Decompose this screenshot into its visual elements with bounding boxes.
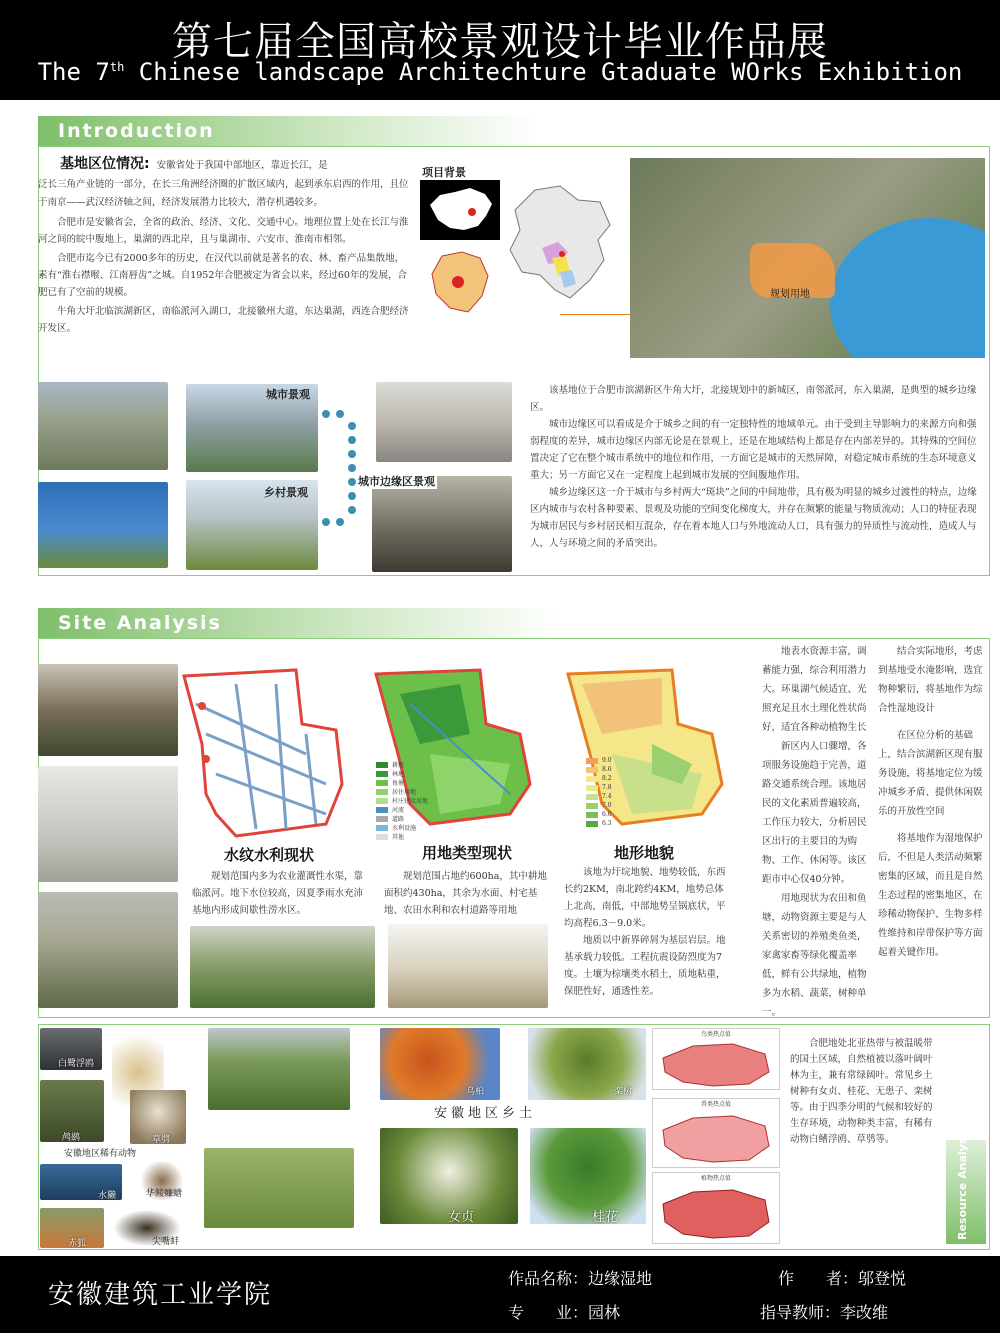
animal-photo-6: 赤狐 bbox=[40, 1208, 104, 1248]
reed-photo bbox=[388, 924, 548, 1008]
terrain-title: 地形地貌 bbox=[614, 844, 675, 862]
edge-text: 该基地位于合肥市滨湖新区牛角大圩，北接规划中的新城区，南邻派河，东入巢湖，是典型的城乡边缘区。 城市边缘区可以看成是介于城乡之间的有一定独特性的地域单元。由于受到主导影响力的来源方向和强弱程度的差异，城市边缘区内部无论是在景观上，还是在地域结构上都是存在内部差异的。其特殊的空间位置决定了它在整个城市系统中的地位和作用，一方面它是城市的天然屏障，对稳定城市系统的生态环境意义重大；另一方面它又在一定程度上起到城市发展的空间腹地作用。 城乡边缘区这一介于城市与乡村两大“斑块”之间的中间地带，具有极为明显的城乡过渡性的特点，边缘区内城市与农村各种要素、景观及功能的空间变化梯度大，并存在频繁的能量与物质流动；人口的特征表现为城市居民与乡村居民相互混杂，存在着本地人口与外地流动人口，具有强力的异质性与流动性，造成人与人，人与环境之间的矛盾突出。 bbox=[530, 385, 977, 549]
birds-photo bbox=[208, 1028, 350, 1110]
plant-photo-3: 桂花 bbox=[530, 1128, 646, 1224]
animal-photo-7: 尖嘴蚌 bbox=[114, 1210, 180, 1246]
work-info: 作品名称：边缘湿地 bbox=[508, 1269, 653, 1288]
edge-label: 城市边缘区景观 bbox=[358, 475, 435, 488]
analysis-col-1: 地表水资源丰富，调蓄能力强，综合利用潜力大。环巢湖气候适宜、光照充足且水土理化性状尚好，适宜各种动植物生长 新区内人口骤增，各项服务设施趋于完善，道路交通系统合理。该地居民的文化素质普遍较高，工作压力较大，分析居民区出行的主要目的为购物、工作、休闲等。该区距市中心仅40分钟。 用地现状为农田和鱼塘，动物资源主要是与人关系密切的养殖类鱼类，家禽家畜等绿化覆盖率低，鲜有公共绿地，植物多为水稻、蔬菜，树种单一。 bbox=[762, 646, 867, 1018]
water-title: 水纹水利现状 bbox=[224, 846, 315, 864]
water-photo-1 bbox=[38, 664, 178, 756]
site-bar: Site Analysis bbox=[38, 608, 558, 638]
author-info: 作 者：邬登悦 bbox=[778, 1269, 907, 1288]
china-map bbox=[420, 180, 500, 240]
school-name: 安徽建筑工业学院 bbox=[48, 1280, 273, 1310]
mammal-hotspot-map: 兽类热点值 bbox=[652, 1098, 780, 1168]
terrain-legend: 9.0 8.6 8.2 7.8 7.4 7.0 6.6 6.3 bbox=[586, 756, 626, 828]
rural-photo-1 bbox=[38, 482, 168, 568]
city-photo-1 bbox=[38, 382, 168, 470]
dotted-connector bbox=[320, 410, 380, 550]
edge-photo-1 bbox=[376, 382, 512, 462]
anhui-map bbox=[422, 248, 502, 318]
water-photo-2 bbox=[38, 766, 178, 882]
plant-hotspot-map: 植物热点值 bbox=[652, 1172, 780, 1244]
satellite-image bbox=[630, 158, 985, 358]
resource-text: 合肥地处北亚热带与被温暖带的国土区域，自然植被以落叶阔叶林为主，兼有常绿阔叶。常见乡土树种有女贞、桂花、无患子、栾树等。由于四季分明的气候和较好的生存环境，动物种类丰富，有稀有动物白鳍浮鸥、草鸮等。 bbox=[790, 1038, 933, 1145]
animal-photo-2: 鸬鹚 bbox=[40, 1080, 104, 1142]
plant-photo-0: 乌桕 bbox=[380, 1028, 500, 1100]
animal-photo-3: 草鸮 bbox=[130, 1090, 186, 1144]
plant-photo-1: 栾树 bbox=[528, 1028, 646, 1100]
water-map bbox=[176, 664, 366, 844]
animals-caption: 安徽地区稀有动物 bbox=[64, 1149, 137, 1159]
plant-photo-2: 女贞 bbox=[380, 1128, 518, 1224]
city-label: 城市景观 bbox=[266, 388, 310, 401]
chaohu-lake bbox=[830, 218, 985, 358]
site-plan-label: 规划用地 bbox=[770, 289, 810, 300]
intro-bar: Introduction bbox=[38, 116, 538, 146]
header bbox=[0, 0, 1000, 100]
title-en: The 7th Chinese landscape Architechture Gtaduate WOrks Exhibition bbox=[37, 58, 963, 86]
animal-photo-4: 水獭 bbox=[40, 1164, 122, 1200]
major-info: 专 业：园林 bbox=[508, 1303, 621, 1322]
landuse-text: 规划范围占地约600ha，其中耕地面积约430ha，其余为水面、村宅基地、农田水利和农村道路等用地 bbox=[384, 871, 547, 916]
edge-photo-2 bbox=[372, 476, 512, 572]
site-location-text: 基地区位情况: 安徽省处于我国中部地区，靠近长江，是 泛长三角产业链的一部分，在长三角洲经济圈的扩散区域内，起到承东启西的作用，且位于南京——武汉经济轴之间，经济发展潜力比较大，潜存机遇较多。 合肥市是安徽省会，全省的政治、经济、文化、交通中心。地理位置上处在长江与淮河之间的皖中腹地上，巢湖的西北岸，且与巢湖市、六安市、淮南市相邻。 合肥市迄今已有2000多年的历史，在汉代以前就是著名的农、林、畜产品集散地，素有“淮右襟喉、江南唇齿”之城。自1952年合肥被定为省会以来，经过60年的发展，合肥已有了空前的规模。 牛角大圩北临滨湖新区，南临派河入湖口，北接徽州大道，东达巢湖，西连合肥经济开发区。 bbox=[38, 156, 409, 334]
rural-label: 乡村景观 bbox=[264, 486, 308, 499]
landuse-title: 用地类型现状 bbox=[422, 844, 513, 862]
magpie-photo bbox=[204, 1148, 354, 1228]
teacher-info: 指导教师：李改维 bbox=[760, 1303, 889, 1322]
resource-side-label: Resource Analysisrc bbox=[956, 1115, 969, 1240]
plants-caption: 安徽地区乡土 bbox=[434, 1106, 537, 1121]
site-heading: 基地区位情况: bbox=[60, 156, 150, 172]
resource-side-bar bbox=[946, 1115, 986, 1244]
bird-hotspot-map: 鸟类热点值 bbox=[652, 1028, 780, 1090]
project-bg-label: 项目背景 bbox=[422, 166, 466, 179]
landuse-legend: 耕地 林地 鱼塘 居住用地 村庄建设用地 河流 道路 水利设施 其他 bbox=[376, 760, 446, 841]
animal-photo-5: 华鲮蠊螗 bbox=[138, 1162, 186, 1200]
animal-photo-0: 白鹭浮鸥 bbox=[40, 1028, 102, 1070]
title-cn: 第七届全国高校景观设计毕业作品展 bbox=[172, 19, 828, 65]
analysis-col-2: 结合实际地形，考虑到基地受水淹影响，选宜物种繁衍，将基地作为综合性湿地设计 在区位分析的基础上，结合滨湖新区现有服务设施，将基地定位为缓冲城乡矛盾、提供休闲娱乐的开放性空间 将基地作为湿地保护后，不但是人类活动频繁密集的区域，而且是自然生态过程的密集地区，在珍稀动物保护、生物多样性维持和岸带保护等方面起着关键作用。 bbox=[878, 646, 983, 958]
terrain-text: 该地为圩垸地貌、地势较低，东西长约2KM，南北跨约4KM，地势总体上北高，南低，中部地势呈锅底状，平均高程6.3－9.0米。 地质以中新界碎屑为基层岩层。地基承载力较低。工程抗震设防烈度为7度。土壤为棕壤类水稻土，质地粘重，保肥性好，通透性差。 bbox=[564, 867, 726, 997]
water-photo-3 bbox=[38, 892, 178, 1008]
footer bbox=[0, 1256, 1000, 1333]
water-text: 规划范围内多为农业灌溉性水渠，靠临派河。地下水位较高，因夏季雨水充沛基地内形成间歇性涝水区。 bbox=[192, 871, 364, 916]
connector-line bbox=[560, 275, 630, 315]
canal-photo bbox=[190, 926, 375, 1008]
